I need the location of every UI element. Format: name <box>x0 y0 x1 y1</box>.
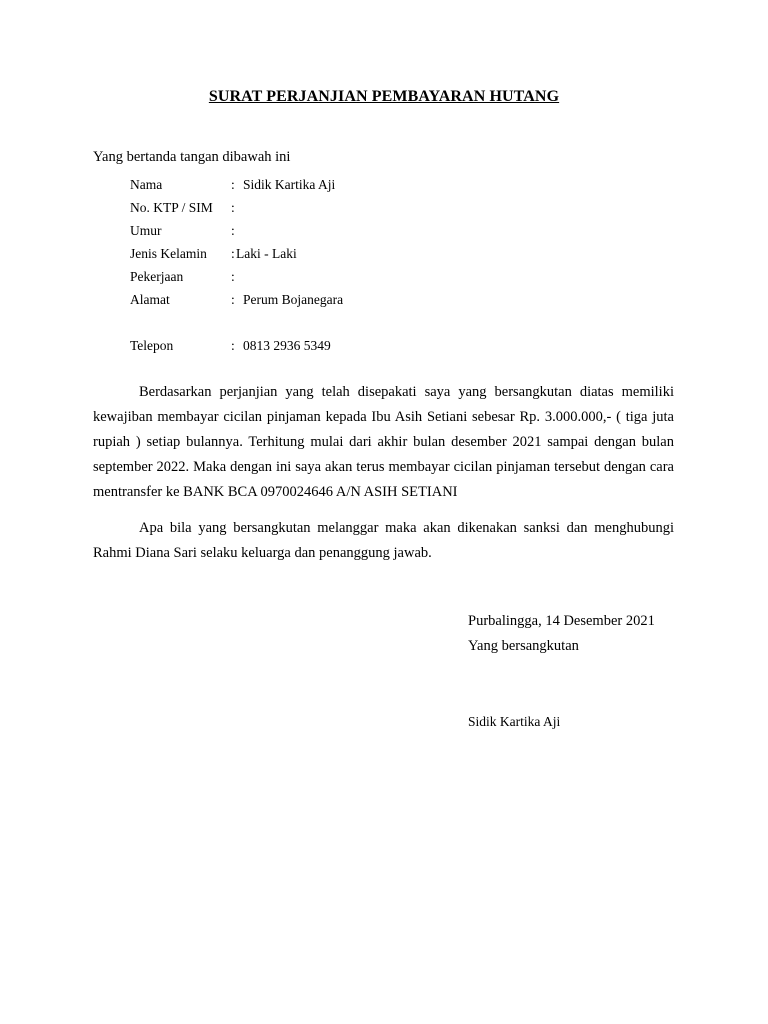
field-separator: : <box>231 246 235 261</box>
signer-role: Yang bersangkutan <box>468 638 579 654</box>
field-value: Perum Bojanegara <box>243 292 344 307</box>
sanction-paragraph: Apa bila yang bersangkutan melanggar maka akan dikenakan sanksi dan menghubungi Rahmi Diana Sari selaku keluarga dan penanggung jawab. <box>93 520 674 561</box>
document-title: SURAT PERJANJIAN PEMBAYARAN HUTANG <box>208 88 560 105</box>
field-separator: : <box>231 269 235 284</box>
field-separator: : <box>231 338 235 353</box>
field-value: Sidik Kartika Aji <box>243 177 336 192</box>
field-label: Jenis Kelamin <box>130 246 207 261</box>
intro-text: Yang bertanda tangan dibawah ini <box>93 149 291 165</box>
field-separator: : <box>231 177 235 192</box>
field-value: Laki - Laki <box>236 246 297 261</box>
field-label: Telepon <box>130 338 174 353</box>
field-label: Pekerjaan <box>130 269 184 284</box>
field-value: 0813 2936 5349 <box>243 338 331 353</box>
field-label: Umur <box>130 223 162 238</box>
field-separator: : <box>231 200 235 215</box>
field-label: Nama <box>130 177 163 192</box>
field-separator: : <box>231 223 235 238</box>
field-separator: : <box>231 292 235 307</box>
agreement-paragraph: Berdasarkan perjanjian yang telah disepakati saya yang bersangkutan diatas memiliki kewajiban membayar cicilan pinjaman kepada Ibu Asih Setiani sebesar Rp. 3.000.000,- ( tiga juta rupiah ) setiap bulannya. Terhitung mulai dari akhir bulan desember 2021 sampai dengan bulan september 2022. Maka dengan ini saya akan terus membayar cicilan pinjaman tersebut dengan cara mentransfer ke BANK BCA 0970024646 A/N ASIH SETIANI <box>93 384 674 500</box>
place-date: Purbalingga, 14 Desember 2021 <box>468 613 655 629</box>
field-label: No. KTP / SIM <box>130 200 213 215</box>
signer-name: Sidik Kartika Aji <box>468 714 561 729</box>
field-label: Alamat <box>130 292 170 307</box>
